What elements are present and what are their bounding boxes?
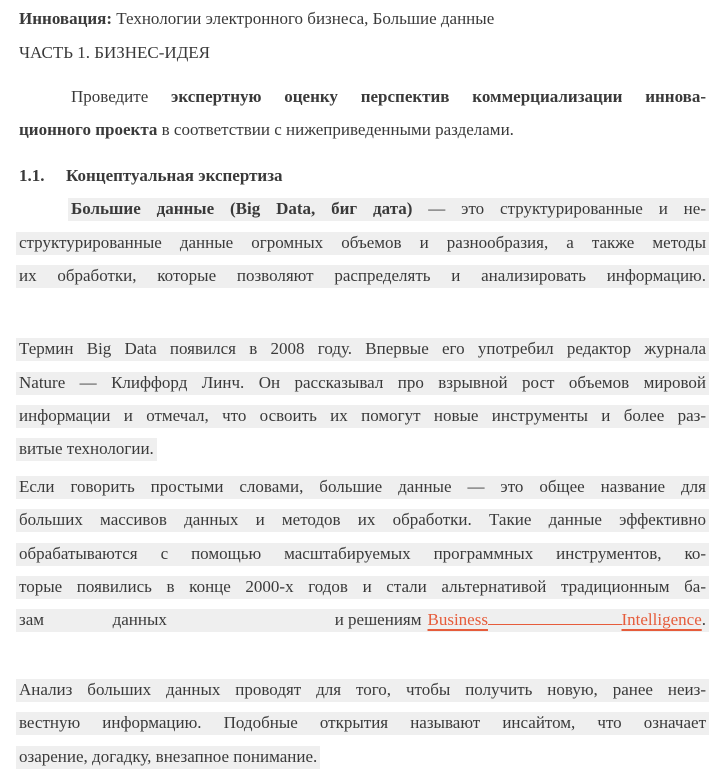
task-line-1 [16,81,709,114]
definition-rest: — это структурированные и не- [412,199,706,219]
intro-value: Технологии электронного бизнеса, Большие данные [112,9,495,29]
task-line-2 [16,114,709,147]
task-bold-1: экспертную оценку перспектив коммерциализации иннова- [171,86,706,106]
definition-line-1 [16,193,709,226]
definition-line-2: структурированные данные огромных объемов и разнообразия, а также методы [16,226,709,259]
term-line-2: Nature — Клиффорд Линч. Он рассказывал про взрывной рост объемов мировой [16,367,709,400]
definition-term: Большие данные (Big Data, биг дата) [71,199,413,219]
task-rest: в соответствии с нижеприведенными разделами. [157,120,514,140]
word-dannyh: данных [112,610,167,630]
task-bold-2: ционного проекта [19,120,158,140]
term-line-1: Термин Big Data появился в 2008 году. Впервые его употребил редактор журнала [16,333,709,366]
definition-line-3: их обработки, которые позволяют распределять и анализировать информацию. [16,260,709,293]
simple-line-2: больших массивов данных и методов их обработки. Такие данные эффективно [16,504,709,537]
simple-line-1: Если говорить простыми словами, большие данные — это общее название для [16,471,709,504]
business-intelligence-link-underline-gap[interactable] [488,610,622,630]
simple-line-3: обрабатываются с помощью масштабируемых программных инструментов, ко- [16,537,709,570]
insight-line-3: озарение, догадку, внезапное понимание. [16,740,709,773]
simple-line-4: торые появились в конце 2000-х годов и стали альтернативой традиционным ба- [16,571,709,604]
section-title: Концептуальная экспертиза [66,165,283,185]
task-lead: Проведите [71,86,172,106]
business-intelligence-link-part-1[interactable]: Business [427,610,488,630]
word-zam: зам [19,610,45,630]
simple-line-5 [16,604,709,637]
section-heading [16,160,709,193]
insight-line-1: Анализ больших данных проводят для того, чтобы получить новую, ранее неиз- [16,674,709,707]
part-title: ЧАСТЬ 1. БИЗНЕС-ИДЕЯ [19,42,211,62]
sentence-period: . [701,610,706,630]
business-intelligence-link-part-2[interactable]: Intelligence [621,610,702,630]
intro-label: Инновация: [19,9,113,29]
intro-line-1 [16,3,709,36]
term-line-3: информации и отмечал, что освоить их помогут новые инструменты и более раз- [16,400,709,433]
section-number: 1.1. [19,165,45,185]
word-resheniyam: и решениям [334,610,422,630]
document-page [16,3,709,774]
term-line-4: витые технологии. [16,433,709,466]
part-title-line [16,36,709,69]
insight-line-2: вестную информацию. Подобные открытия называют инсайтом, что означает [16,707,709,740]
